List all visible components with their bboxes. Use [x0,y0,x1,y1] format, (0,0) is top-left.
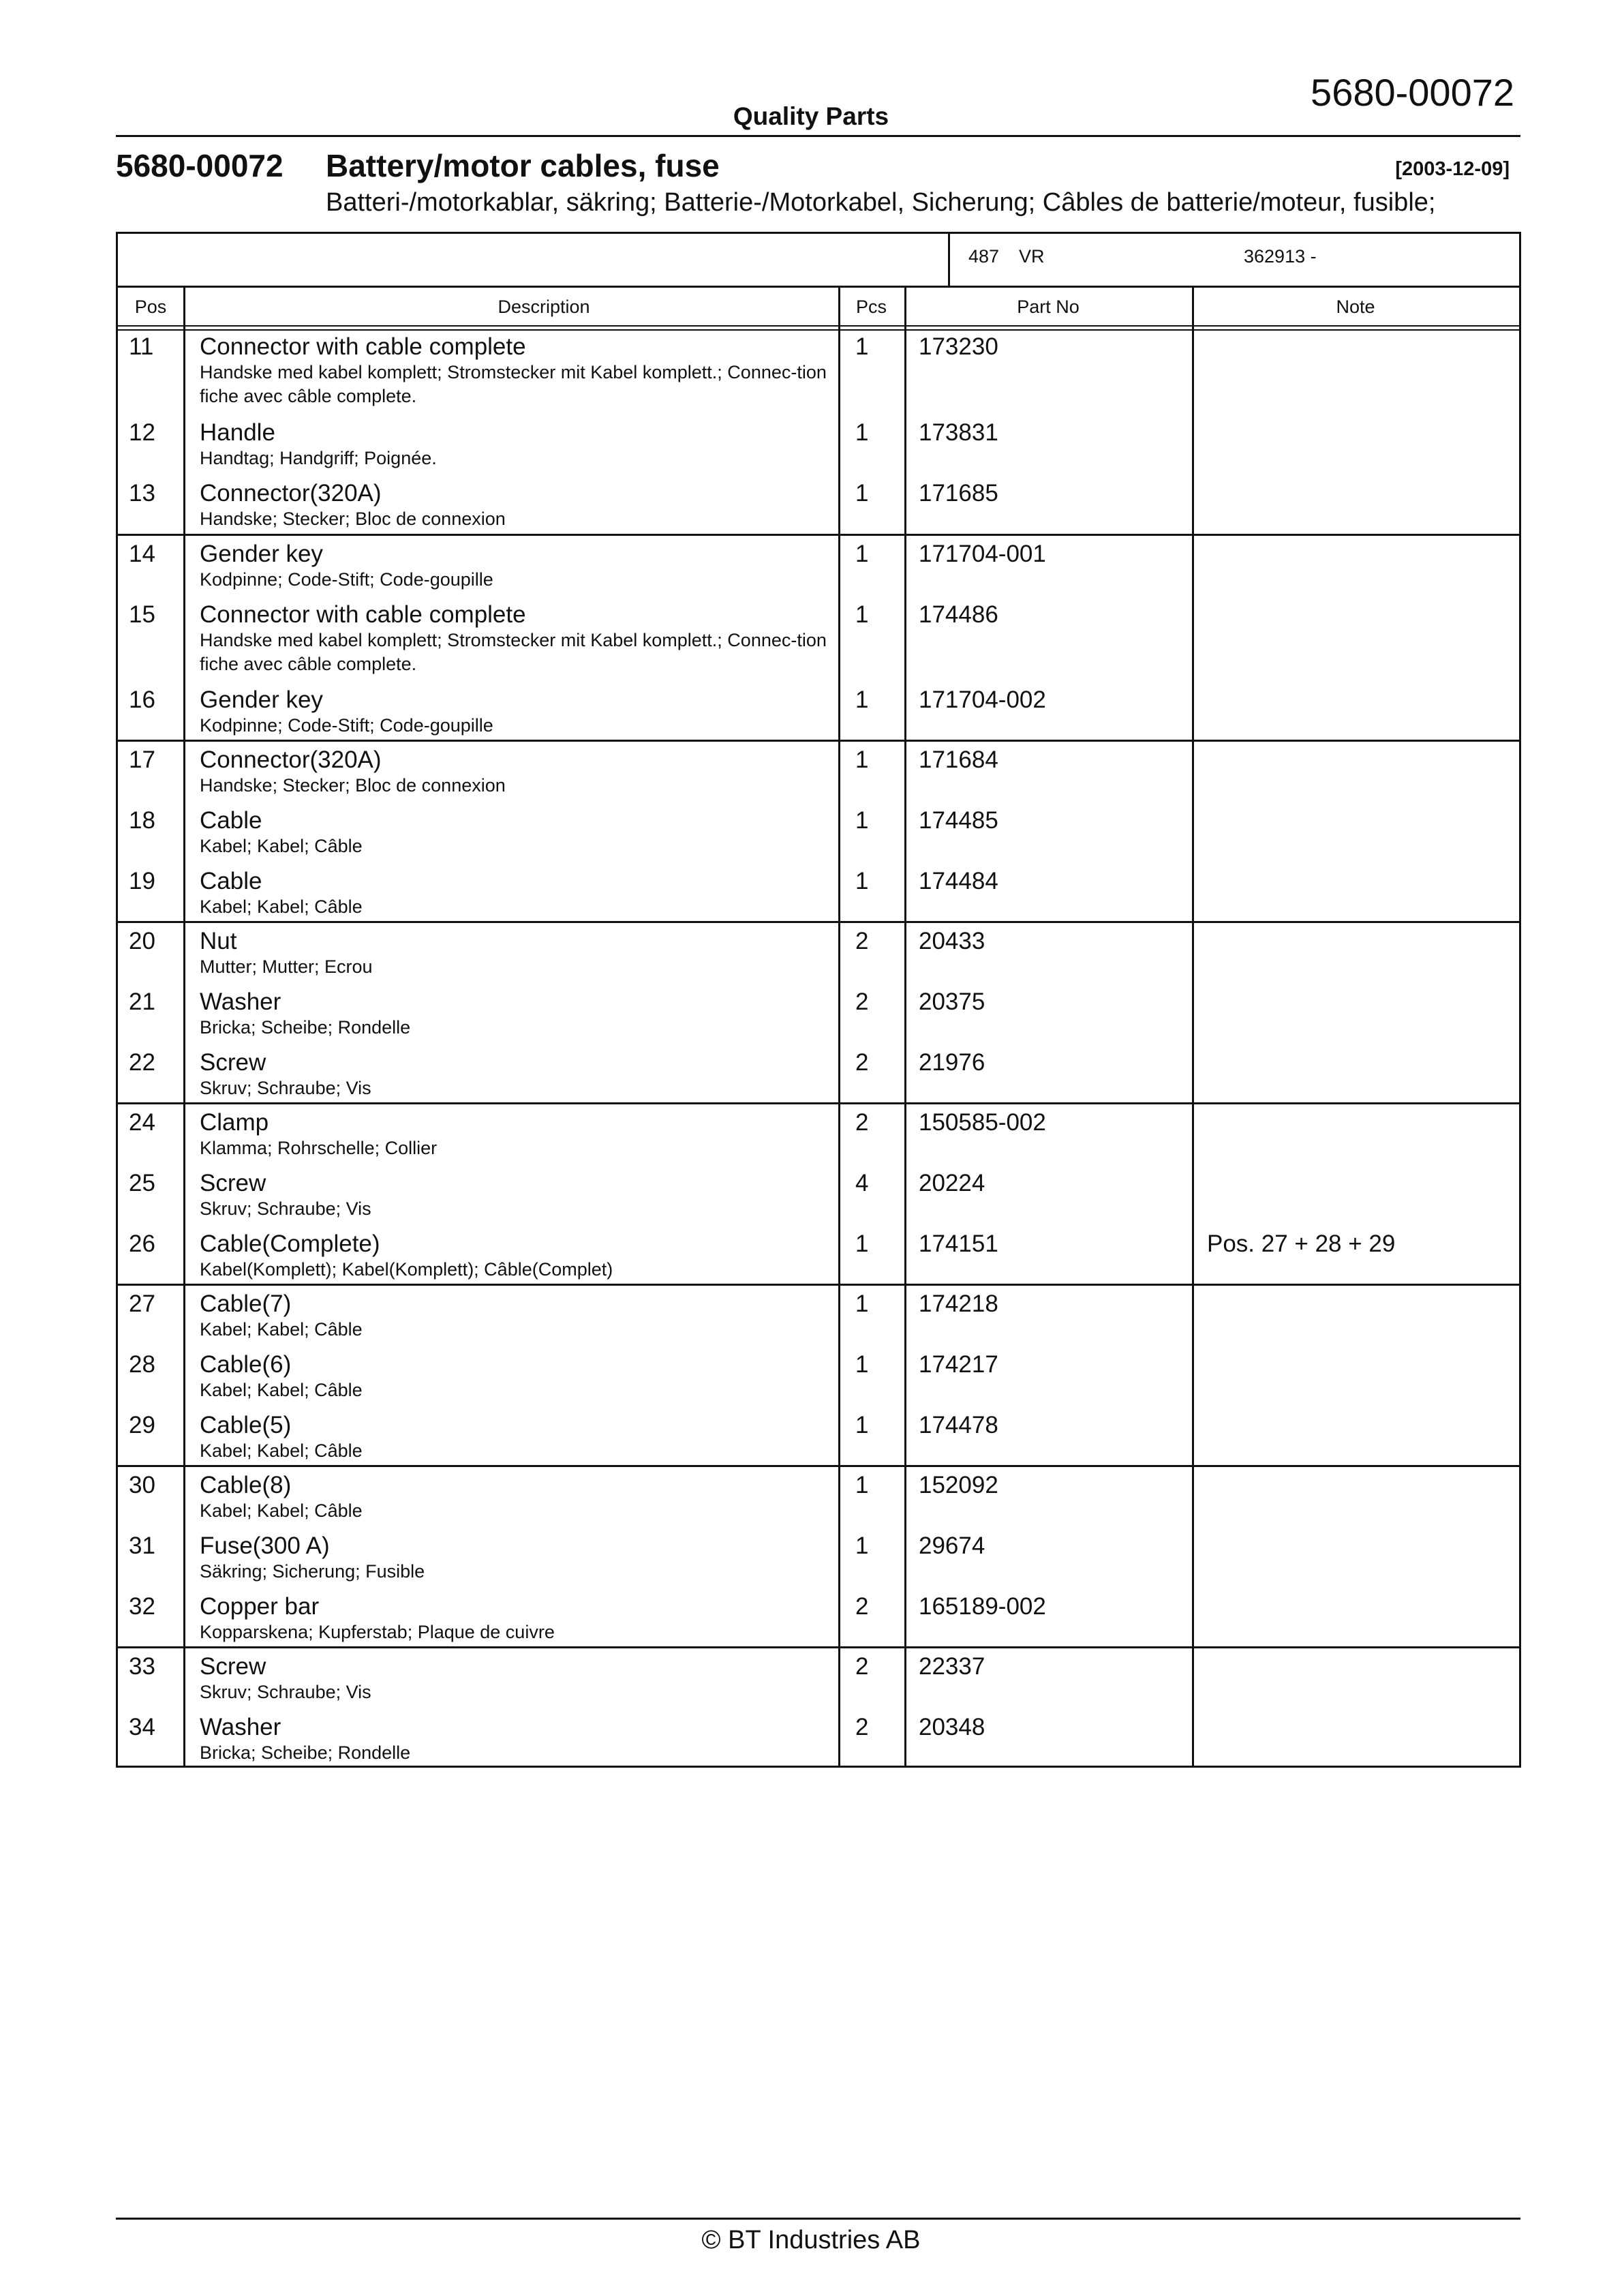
row-pos: 28 [129,1351,155,1378]
row-translation: Kabel; Kabel; Câble [200,1440,363,1461]
row-part-no: 173230 [919,333,998,360]
row-pcs: 1 [855,807,869,834]
row-part-no: 20375 [919,988,985,1015]
row-pcs: 1 [855,601,869,628]
row-part-no: 174484 [919,868,998,894]
parts-table [116,232,1521,1768]
row-pos: 22 [129,1049,155,1076]
row-pos: 13 [129,480,155,507]
row-pcs: 1 [855,686,869,713]
row-pcs: 1 [855,746,869,773]
row-part-no: 174151 [919,1230,998,1257]
info-divider [948,234,950,286]
row-part-no: 171704-002 [919,686,1046,713]
row-part-no: 174485 [919,807,998,834]
row-part-no: 150585-002 [919,1109,1046,1136]
column-header-pcs: Pcs [855,297,887,317]
row-pos: 24 [129,1109,155,1136]
row-pcs: 1 [855,419,869,446]
row-pcs: 2 [855,988,869,1015]
column-header-description: Description [498,297,590,317]
row-pcs: 1 [855,1532,869,1559]
row-pcs: 1 [855,868,869,894]
row-description: Screw [200,1170,266,1196]
row-description: Gender key [200,686,323,713]
document-code: 5680-00072 [116,148,284,183]
footer-rule [116,2218,1520,2220]
row-description: Cable [200,868,262,894]
row-translation: Klamma; Rohrschelle; Collier [200,1138,438,1158]
row-description: Cable [200,807,262,834]
row-pos: 18 [129,807,155,834]
row-translation: Handske med kabel komplett; Stromstecker mit Kabel komplett.; Connec-tion fiche avec câble complete. [200,630,827,674]
header-doc-code: 5680-00072 [1311,71,1514,114]
row-pos: 30 [129,1472,155,1498]
row-translation: Kabel; Kabel; Câble [200,1319,363,1340]
row-part-no: 20348 [919,1714,985,1740]
row-part-no: 20224 [919,1170,985,1196]
row-description: Washer [200,988,281,1015]
document-subtitle: Batteri-/motorkablar, säkring; Batterie-/Motorkabel, Sicherung; Câbles de batterie/moteur, fusible; [326,188,1436,217]
row-translation: Handske; Stecker; Bloc de connexion [200,775,506,796]
row-description: Cable(Complete) [200,1230,380,1257]
row-description: Clamp [200,1109,269,1136]
row-pos: 11 [129,333,154,360]
row-part-no: 152092 [919,1472,998,1498]
row-pcs: 2 [855,1653,869,1680]
row-part-no: 174217 [919,1351,998,1378]
row-translation: Kabel; Kabel; Câble [200,1380,363,1400]
row-part-no: 171684 [919,746,998,773]
row-translation: Mutter; Mutter; Ecrou [200,956,373,977]
info-bottom-rule [118,286,1519,288]
column-divider [904,286,906,1766]
row-translation: Kabel; Kabel; Câble [200,1500,363,1521]
group-separator [118,1465,1519,1467]
row-pcs: 1 [855,1230,869,1257]
row-pcs: 1 [855,1472,869,1498]
row-translation: Säkring; Sicherung; Fusible [200,1561,425,1582]
row-pos: 29 [129,1412,155,1438]
row-pcs: 1 [855,1290,869,1317]
row-translation: Kopparskena; Kupferstab; Plaque de cuivre [200,1622,555,1642]
row-translation: Bricka; Scheibe; Rondelle [200,1742,411,1763]
header-rule [116,135,1520,137]
info-model: 487 [968,246,1000,267]
header-rule-2 [118,329,1519,331]
row-description: Cable(5) [200,1412,292,1438]
document-date: [2003-12-09] [1395,158,1510,180]
row-part-no: 171685 [919,480,998,507]
row-pcs: 2 [855,928,869,954]
row-description: Screw [200,1653,266,1680]
row-pos: 14 [129,541,155,567]
row-part-no: 174218 [919,1290,998,1317]
row-pos: 17 [129,746,155,773]
column-header-part-no: Part No [1017,297,1080,317]
row-translation: Skruv; Schraube; Vis [200,1682,371,1702]
row-description: Cable(8) [200,1472,292,1498]
row-pos: 15 [129,601,155,628]
row-description: Nut [200,928,237,954]
row-description: Washer [200,1714,281,1740]
info-variant: VR [1019,246,1045,267]
row-part-no: 174486 [919,601,998,628]
row-pcs: 2 [855,1109,869,1136]
row-description: Connector(320A) [200,746,382,773]
row-pcs: 2 [855,1593,869,1620]
row-pcs: 2 [855,1049,869,1076]
row-pos: 34 [129,1714,155,1740]
group-separator [118,534,1519,536]
footer-copyright: © BT Industries AB [701,2226,921,2254]
row-part-no: 22337 [919,1653,985,1680]
column-header-note: Note [1336,297,1375,317]
row-translation: Handtag; Handgriff; Poignée. [200,448,437,468]
row-pos: 32 [129,1593,155,1620]
row-description: Cable(7) [200,1290,292,1317]
group-separator [118,1646,1519,1648]
row-pcs: 2 [855,1714,869,1740]
header-rule-1 [118,325,1519,327]
group-separator [118,740,1519,742]
row-translation: Kabel; Kabel; Câble [200,836,363,856]
row-translation: Kodpinne; Code-Stift; Code-goupille [200,715,493,736]
row-pcs: 1 [855,1351,869,1378]
row-description: Connector with cable complete [200,601,526,628]
row-translation: Handske; Stecker; Bloc de connexion [200,509,506,529]
group-separator [118,921,1519,923]
row-translation: Skruv; Schraube; Vis [200,1078,371,1098]
row-part-no: 171704-001 [919,541,1046,567]
row-pcs: 4 [855,1170,869,1196]
row-description: Copper bar [200,1593,320,1620]
row-part-no: 21976 [919,1049,985,1076]
row-translation: Kabel(Komplett); Kabel(Komplett); Câble(Complet) [200,1259,613,1280]
document-title: Battery/motor cables, fuse [326,148,720,183]
row-part-no: 29674 [919,1532,985,1559]
row-pcs: 1 [855,480,869,507]
row-part-no: 174478 [919,1412,998,1438]
row-translation: Skruv; Schraube; Vis [200,1198,371,1219]
row-pos: 20 [129,928,155,954]
group-separator [118,1102,1519,1104]
row-translation: Kabel; Kabel; Câble [200,896,363,917]
column-divider [838,286,840,1766]
info-serial: 362913 - [1244,246,1317,267]
row-pcs: 1 [855,333,869,360]
row-pos: 27 [129,1290,155,1317]
row-pos: 26 [129,1230,155,1257]
column-divider [183,286,185,1766]
row-pcs: 1 [855,1412,869,1438]
row-pcs: 1 [855,541,869,567]
column-divider [1192,286,1194,1766]
row-part-no: 173831 [919,419,998,446]
row-translation: Bricka; Scheibe; Rondelle [200,1017,411,1038]
column-header-pos: Pos [134,297,167,317]
header-section-title: Quality Parts [733,102,889,130]
row-translation: Kodpinne; Code-Stift; Code-goupille [200,569,493,590]
row-pos: 21 [129,988,155,1015]
row-pos: 16 [129,686,155,713]
row-description: Fuse(300 A) [200,1532,330,1559]
row-description: Handle [200,419,275,446]
row-description: Gender key [200,541,323,567]
row-description: Cable(6) [200,1351,292,1378]
row-pos: 31 [129,1532,155,1559]
row-pos: 12 [129,419,155,446]
row-description: Connector with cable complete [200,333,526,360]
row-translation: Handske med kabel komplett; Stromstecker mit Kabel komplett.; Connec-tion fiche avec câble complete. [200,362,827,406]
group-separator [118,1284,1519,1286]
row-part-no: 20433 [919,928,985,954]
row-description: Connector(320A) [200,480,382,507]
row-pos: 25 [129,1170,155,1196]
row-pos: 19 [129,868,155,894]
row-note: Pos. 27 + 28 + 29 [1207,1230,1396,1257]
row-description: Screw [200,1049,266,1076]
row-pos: 33 [129,1653,155,1680]
row-part-no: 165189-002 [919,1593,1046,1620]
